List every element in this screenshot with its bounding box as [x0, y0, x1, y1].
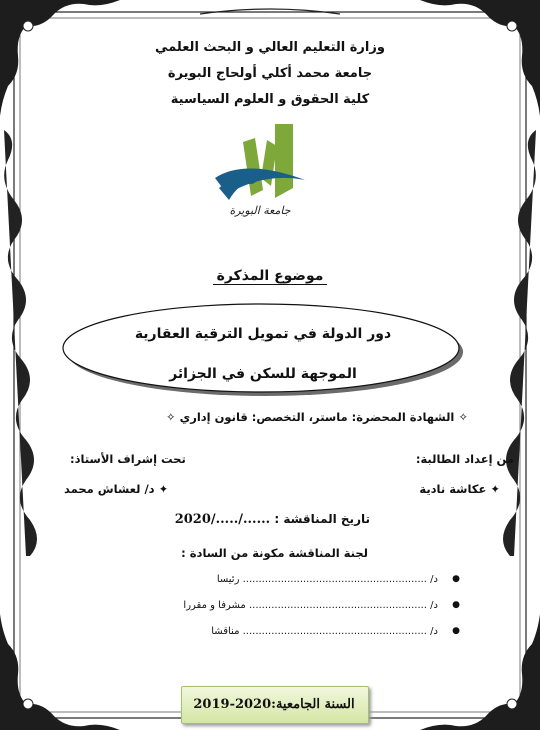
memo-title-line-2: الموجهة للسكن في الجزائر — [169, 366, 357, 382]
bullet-icon: ● — [452, 600, 460, 610]
diamond-icon: ✧ — [166, 410, 176, 424]
university-logo — [205, 118, 315, 226]
star-icon: ✦ — [490, 482, 500, 496]
memo-title-line-1: دور الدولة في تمويل الترقية العقارية — [134, 326, 392, 342]
ministry-name: وزارة التعليم العالي و البحث العلمي — [155, 40, 385, 55]
student-name-row — [419, 482, 500, 496]
logo-caption: جامعة البويرة — [229, 204, 291, 217]
supervisor-name: د/ لعشاش محمد — [64, 482, 155, 496]
committee-label: لجنة المناقشة مكونة من السادة : — [181, 546, 368, 560]
academic-year — [181, 697, 367, 712]
student-name: عكاشة نادية — [419, 482, 487, 496]
university-name: جامعة محمد أكلي أولحاج البويرة — [167, 66, 373, 81]
degree-line: ✧ الشهادة المحضرة: ماستر، التخصص: قانون إداري ✧ — [166, 410, 468, 424]
committee-member-row: ● د/ ........................................................ مشرفا و مقررا — [183, 600, 460, 611]
committee-member-row: ● د/ .......................................................... مناقشا — [211, 626, 460, 637]
prepared-by-label: من إعداد الطالبة: — [415, 452, 514, 466]
star-icon: ✦ — [158, 482, 169, 496]
faculty-name: كلية الحقوق و العلوم السياسية — [170, 92, 370, 107]
bullet-icon: ● — [452, 626, 460, 636]
discussion-date-label: تاريخ المناقشة : — [274, 512, 370, 526]
supervisor-name-row — [64, 482, 168, 496]
discussion-date-value: ....../...../2020 — [174, 512, 271, 527]
academic-year-label: السنة الجامعية: — [271, 697, 355, 712]
discussion-date — [175, 512, 370, 527]
supervisor-label: تحت إشراف الأستاذ: — [70, 452, 186, 466]
academic-year-value: 2020-2019 — [193, 697, 272, 712]
committee-member-row: ● د/ .......................................................... رئيسا — [216, 574, 460, 585]
title-ellipse — [60, 300, 466, 400]
bullet-icon: ● — [452, 574, 460, 584]
diamond-icon: ✧ — [458, 410, 468, 424]
memo-topic-label: موضوع المذكرة — [0, 268, 540, 284]
